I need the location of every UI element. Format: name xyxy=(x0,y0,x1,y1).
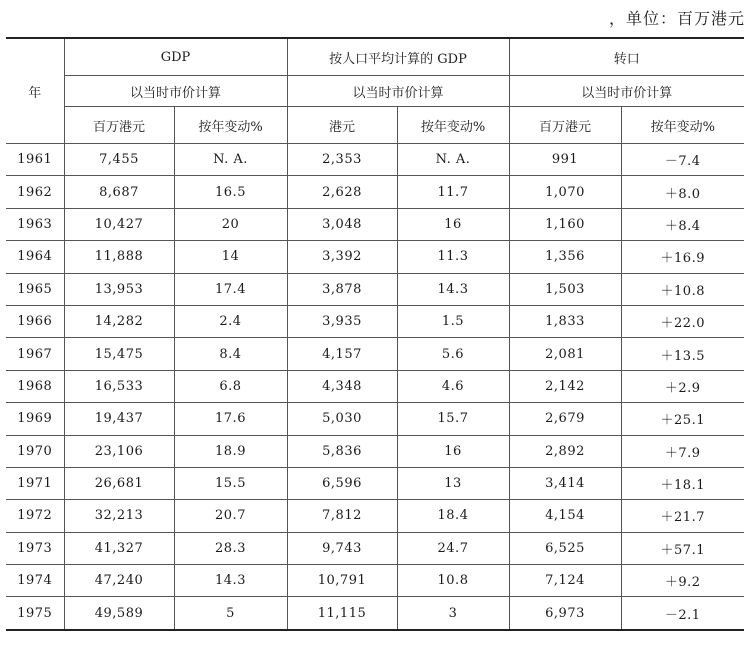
gdp-value-cell: 23,106 xyxy=(64,435,174,467)
gdp-value-cell: 10,427 xyxy=(64,208,174,240)
gdp-change-cell: 5 xyxy=(174,597,287,630)
gdp-change-cell: 8.4 xyxy=(174,338,287,370)
re-export-change-cell: ＋22.0 xyxy=(621,305,744,337)
table-row xyxy=(6,338,744,370)
gdp-change-cell: 14.3 xyxy=(174,565,287,597)
per-capita-change-cell: 1.5 xyxy=(397,305,509,337)
re-export-change-cell: ＋8.0 xyxy=(621,176,744,208)
year-cell: 1971 xyxy=(6,467,64,499)
re-export-change-cell: ＋2.9 xyxy=(621,370,744,402)
gdp-group-header: GDP xyxy=(64,38,287,76)
table-row xyxy=(6,144,744,176)
re-export-change-cell: ＋18.1 xyxy=(621,467,744,499)
re-export-change-cell: ＋10.8 xyxy=(621,273,744,305)
per-capita-change-cell: 5.6 xyxy=(397,338,509,370)
per-capita-change-cell: 13 xyxy=(397,467,509,499)
re-export-change-cell: ＋7.9 xyxy=(621,435,744,467)
per-capita-value-cell: 2,628 xyxy=(287,176,397,208)
subcol-per-capita-value: 港元 xyxy=(287,107,397,144)
gdp-change-cell: 15.5 xyxy=(174,467,287,499)
year-cell: 1966 xyxy=(6,305,64,337)
statistics-table xyxy=(6,37,744,631)
gdp-value-cell: 11,888 xyxy=(64,241,174,273)
per-capita-value-cell: 6,596 xyxy=(287,467,397,499)
re-export-change-cell: －2.1 xyxy=(621,597,744,630)
per-capita-change-cell: 3 xyxy=(397,597,509,630)
re-export-value-cell: 3,414 xyxy=(509,467,621,499)
year-cell: 1974 xyxy=(6,565,64,597)
re-export-value-cell: 7,124 xyxy=(509,565,621,597)
per-capita-change-cell: 10.8 xyxy=(397,565,509,597)
re-export-change-cell: ＋16.9 xyxy=(621,241,744,273)
gdp-change-cell: 17.6 xyxy=(174,403,287,435)
per-capita-change-cell: 11.7 xyxy=(397,176,509,208)
per-capita-value-cell: 5,030 xyxy=(287,403,397,435)
per-capita-value-cell: 5,836 xyxy=(287,435,397,467)
per-capita-value-cell: 2,353 xyxy=(287,144,397,176)
gdp-value-cell: 14,282 xyxy=(64,305,174,337)
subcol-per-capita-change: 按年变动% xyxy=(397,107,509,144)
gdp-value-cell: 47,240 xyxy=(64,565,174,597)
table-row xyxy=(6,176,744,208)
per-capita-change-cell: 11.3 xyxy=(397,241,509,273)
re-export-basis-header: 以当时市价计算 xyxy=(509,76,744,107)
re-export-change-cell: ＋13.5 xyxy=(621,338,744,370)
re-export-value-cell: 4,154 xyxy=(509,500,621,532)
gdp-change-cell: 28.3 xyxy=(174,532,287,564)
re-export-value-cell: 1,503 xyxy=(509,273,621,305)
re-export-change-cell: ＋9.2 xyxy=(621,565,744,597)
gdp-value-cell: 49,589 xyxy=(64,597,174,630)
gdp-value-cell: 13,953 xyxy=(64,273,174,305)
year-cell: 1967 xyxy=(6,338,64,370)
per-capita-value-cell: 3,392 xyxy=(287,241,397,273)
per-capita-change-cell: 14.3 xyxy=(397,273,509,305)
re-export-change-cell: ＋57.1 xyxy=(621,532,744,564)
gdp-value-cell: 26,681 xyxy=(64,467,174,499)
table-row xyxy=(6,241,744,273)
year-cell: 1973 xyxy=(6,532,64,564)
table-row xyxy=(6,208,744,240)
year-cell: 1972 xyxy=(6,500,64,532)
per-capita-value-cell: 7,812 xyxy=(287,500,397,532)
per-capita-value-cell: 4,157 xyxy=(287,338,397,370)
per-capita-value-cell: 3,935 xyxy=(287,305,397,337)
gdp-value-cell: 41,327 xyxy=(64,532,174,564)
re-export-change-cell: ＋21.7 xyxy=(621,500,744,532)
table-row xyxy=(6,403,744,435)
gdp-value-cell: 19,437 xyxy=(64,403,174,435)
gdp-value-cell: 8,687 xyxy=(64,176,174,208)
per-capita-value-cell: 9,743 xyxy=(287,532,397,564)
table-row xyxy=(6,532,744,564)
gdp-value-cell: 7,455 xyxy=(64,144,174,176)
per-capita-change-cell: 24.7 xyxy=(397,532,509,564)
year-cell: 1975 xyxy=(6,597,64,630)
table-row xyxy=(6,565,744,597)
year-cell: 1968 xyxy=(6,370,64,402)
gdp-change-cell: 16.5 xyxy=(174,176,287,208)
re-export-change-cell: ＋8.4 xyxy=(621,208,744,240)
gdp-value-cell: 16,533 xyxy=(64,370,174,402)
gdp-change-cell: 18.9 xyxy=(174,435,287,467)
header-row-subcolumns xyxy=(6,107,744,144)
per-capita-value-cell: 10,791 xyxy=(287,565,397,597)
gdp-change-cell: 17.4 xyxy=(174,273,287,305)
re-export-value-cell: 2,081 xyxy=(509,338,621,370)
re-export-value-cell: 991 xyxy=(509,144,621,176)
per-capita-value-cell: 3,878 xyxy=(287,273,397,305)
subcol-re-export-value: 百万港元 xyxy=(509,107,621,144)
table-row xyxy=(6,435,744,467)
table-body xyxy=(6,144,744,630)
table-row xyxy=(6,370,744,402)
re-export-value-cell: 1,356 xyxy=(509,241,621,273)
re-export-value-cell: 6,525 xyxy=(509,532,621,564)
year-cell: 1970 xyxy=(6,435,64,467)
gdp-change-cell: 14 xyxy=(174,241,287,273)
year-cell: 1969 xyxy=(6,403,64,435)
table-row xyxy=(6,597,744,630)
re-export-value-cell: 1,160 xyxy=(509,208,621,240)
subcol-gdp-change: 按年变动% xyxy=(174,107,287,144)
table-row xyxy=(6,500,744,532)
per-capita-change-cell: 16 xyxy=(397,208,509,240)
re-export-value-cell: 2,892 xyxy=(509,435,621,467)
gdp-change-cell: 20.7 xyxy=(174,500,287,532)
per-capita-change-cell: N. A. xyxy=(397,144,509,176)
gdp-value-cell: 15,475 xyxy=(64,338,174,370)
per-capita-value-cell: 4,348 xyxy=(287,370,397,402)
unit-note: ，单位：百万港元 xyxy=(608,9,745,28)
per-capita-value-cell: 11,115 xyxy=(287,597,397,630)
header-row-basis xyxy=(6,76,744,107)
year-cell: 1964 xyxy=(6,241,64,273)
header-row-groups xyxy=(6,38,744,76)
re-export-value-cell: 1,070 xyxy=(509,176,621,208)
re-export-change-cell: ＋25.1 xyxy=(621,403,744,435)
re-export-value-cell: 6,973 xyxy=(509,597,621,630)
year-cell: 1962 xyxy=(6,176,64,208)
subcol-re-export-change: 按年变动% xyxy=(621,107,744,144)
re-export-change-cell: －7.4 xyxy=(621,144,744,176)
subcol-gdp-value: 百万港元 xyxy=(64,107,174,144)
per-capita-basis-header: 以当时市价计算 xyxy=(287,76,509,107)
gdp-change-cell: 2.4 xyxy=(174,305,287,337)
per-capita-change-cell: 18.4 xyxy=(397,500,509,532)
year-header: 年 xyxy=(6,38,64,144)
per-capita-gdp-group-header: 按人口平均计算的 GDP xyxy=(287,38,509,76)
gdp-basis-header: 以当时市价计算 xyxy=(64,76,287,107)
gdp-change-cell: 20 xyxy=(174,208,287,240)
gdp-change-cell: 6.8 xyxy=(174,370,287,402)
gdp-change-cell: N. A. xyxy=(174,144,287,176)
table-row xyxy=(6,467,744,499)
table-row xyxy=(6,305,744,337)
year-cell: 1961 xyxy=(6,144,64,176)
per-capita-change-cell: 15.7 xyxy=(397,403,509,435)
gdp-value-cell: 32,213 xyxy=(64,500,174,532)
re-export-value-cell: 1,833 xyxy=(509,305,621,337)
year-cell: 1965 xyxy=(6,273,64,305)
re-export-group-header: 转口 xyxy=(509,38,744,76)
year-cell: 1963 xyxy=(6,208,64,240)
table-row xyxy=(6,273,744,305)
per-capita-change-cell: 4.6 xyxy=(397,370,509,402)
per-capita-value-cell: 3,048 xyxy=(287,208,397,240)
re-export-value-cell: 2,679 xyxy=(509,403,621,435)
re-export-value-cell: 2,142 xyxy=(509,370,621,402)
per-capita-change-cell: 16 xyxy=(397,435,509,467)
